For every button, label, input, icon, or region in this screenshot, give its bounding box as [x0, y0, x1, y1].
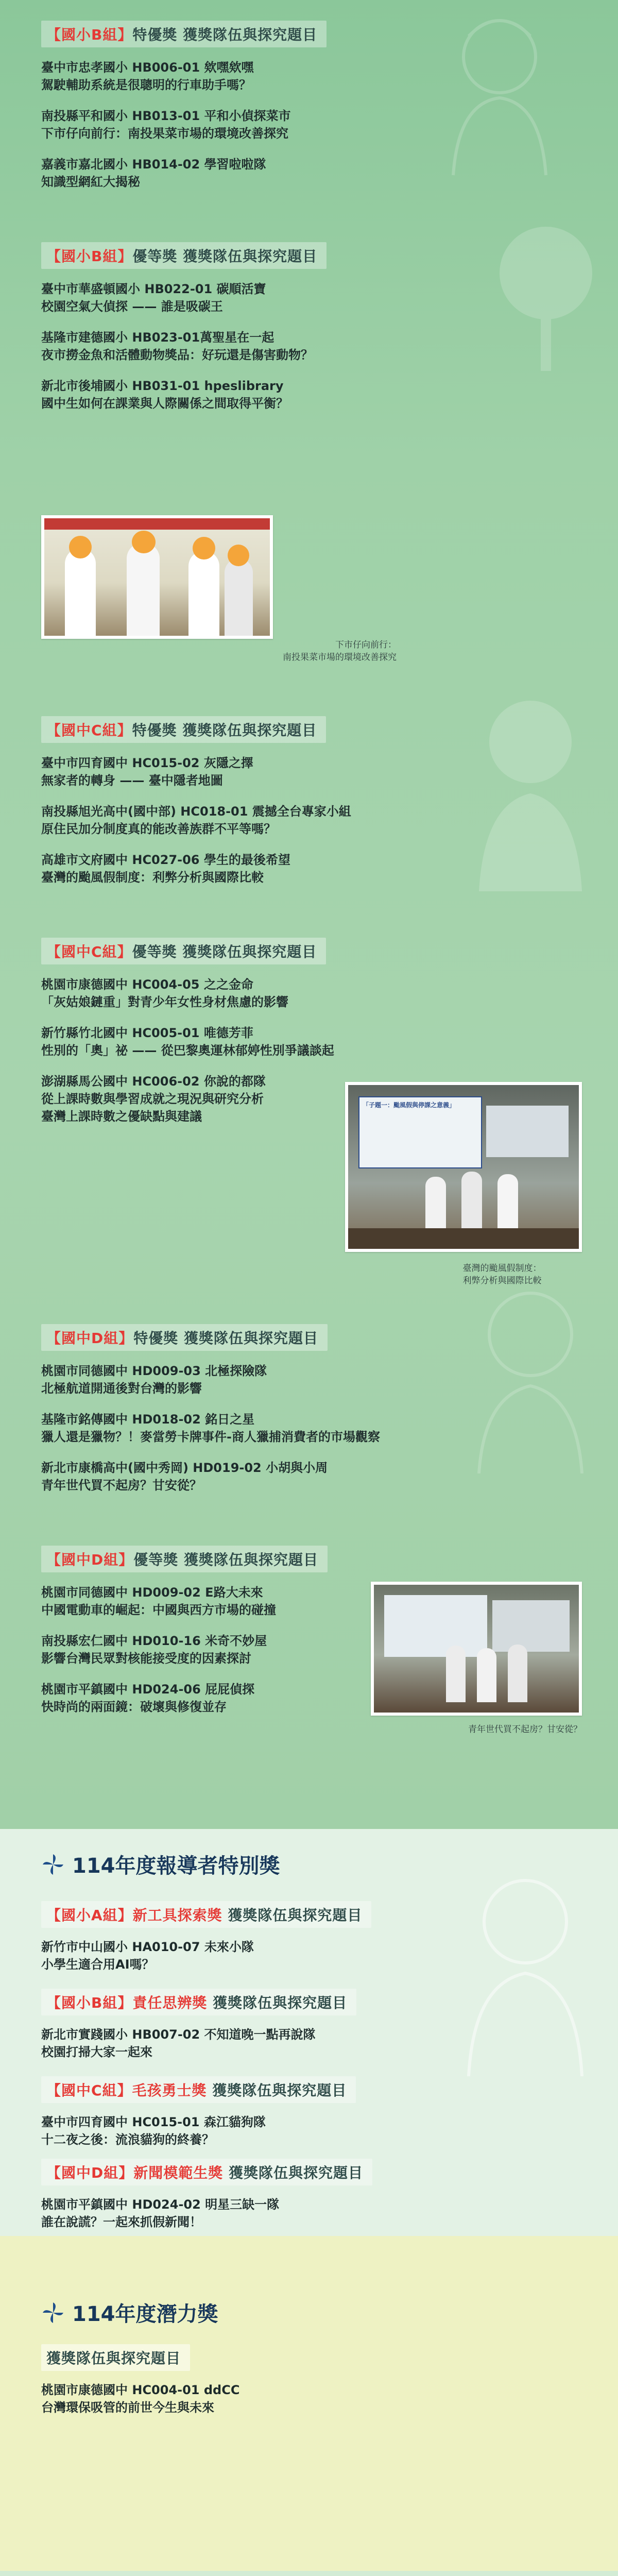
- group-tag: 【國中D組】: [46, 1551, 134, 1568]
- group-title-text: 優等獎 獲獎隊伍與探究題目: [133, 1551, 318, 1568]
- entry-topic: 原住民加分制度真的能改善族群不平等嗎？: [41, 822, 276, 836]
- entry-topic: 校園空氣大偵探 —— 誰是吸碳王: [41, 299, 223, 314]
- list-item: [41, 1073, 330, 1125]
- group-tag: 【國中C組】毛孩勇士獎: [46, 2082, 207, 2099]
- special-group-a: [41, 1901, 577, 1973]
- entry-team: 新北市後埔國小 HB031-01 hpeslibrary: [41, 379, 284, 393]
- pinwheel-icon: [41, 1853, 65, 1876]
- award-photo-2: [345, 1082, 582, 1252]
- group-title-text: 特優獎 獲獎隊伍與探究題目: [132, 722, 317, 739]
- slide-title: 「子題一：颱風假與停課之意義」: [363, 1101, 456, 1109]
- entry-list: [41, 754, 577, 886]
- entry-team: 南投縣宏仁國中 HD010-16 米奇不妙屋: [41, 1634, 267, 1648]
- entry-topic: 國中生如何在課業與人際關係之間取得平衡？: [41, 396, 288, 411]
- entry-topic-cont: 臺灣上課時數之優缺點與建議: [41, 1109, 202, 1124]
- entry-team: 新北市實踐國小 HB007-02 不知道晚一點再說隊: [41, 2027, 316, 2042]
- entry-list: [41, 59, 577, 191]
- group-junior-c-top: [41, 716, 577, 886]
- list-item: [41, 1938, 577, 1973]
- special-group-d: [41, 2159, 577, 2231]
- group-title-text: 特優獎 獲獎隊伍與探究題目: [132, 26, 318, 43]
- list-item: [41, 2196, 577, 2231]
- potential-group: [41, 2344, 577, 2416]
- special-award-heading: [41, 1850, 280, 1879]
- entry-topic: 中國電動車的崛起：中國與西方市場的碰撞: [41, 1603, 276, 1617]
- group-junior-d-top: [41, 1324, 577, 1494]
- entry-list: [41, 280, 577, 412]
- entry-team: 嘉義市嘉北國小 HB014-02 學習啦啦隊: [41, 157, 266, 172]
- award-photo-3: [371, 1582, 582, 1716]
- group-title-text: 優等獎 獲獎隊伍與探究題目: [132, 248, 318, 265]
- entry-team: 新竹縣竹北國中 HC005-01 唯德芳菲: [41, 1026, 253, 1040]
- list-item: [41, 156, 577, 191]
- entry-team: 南投縣平和國小 HB013-01 平和小偵探菜市: [41, 109, 291, 123]
- group-title-text: 獲獎隊伍與探究題目: [207, 2082, 347, 2099]
- entry-topic: 校園打掃大家一起來: [41, 2045, 152, 2059]
- group-title-text: 獲獎隊伍與探究題目: [207, 1994, 348, 2011]
- group-title-text: 優等獎 獲獎隊伍與探究題目: [132, 943, 317, 960]
- special-awards-panel: [0, 1829, 618, 2236]
- potential-award-heading: [41, 2298, 218, 2327]
- list-item: [41, 754, 577, 789]
- entry-team: 桃園市康德國中 HC004-01 ddCC: [41, 2383, 240, 2397]
- entry-topic: 性別的「奧」祕 —— 從巴黎奧運林郁婷性別爭議談起: [41, 1043, 334, 1058]
- list-item: [41, 2381, 577, 2416]
- group-tag: 【國小B組】: [46, 26, 133, 43]
- entry-team: 臺中市華盛頓國小 HB022-01 碳順活寶: [41, 282, 266, 296]
- list-item: [41, 377, 577, 412]
- entry-topic: 無家者的轉身 —— 臺中隱者地圖: [41, 773, 223, 788]
- list-item: [41, 1362, 577, 1397]
- entry-topic: 青年世代買不起房？甘安從？: [41, 1478, 202, 1493]
- entry-team: 基隆市銘傳國中 HD018-02 銘日之星: [41, 1412, 255, 1427]
- group-tag: 【國中D組】: [46, 1330, 134, 1347]
- list-item: [41, 1459, 577, 1494]
- group-title-text: 獲獎隊伍與探究題目: [222, 1907, 363, 1924]
- group-tag: 【國小B組】責任思辨獎: [46, 1994, 208, 2011]
- entry-topic: 影響台灣民眾對核能接受度的因素探討: [41, 1651, 251, 1666]
- entry-team: 新竹市中山國小 HA010-07 未來小隊: [41, 1940, 254, 1954]
- entry-topic: 知識型網紅大揭秘: [41, 175, 140, 189]
- entry-team: 新北市康橋高中(國中秀岡) HD019-02 小胡與小周: [41, 1461, 328, 1475]
- group-title: [41, 242, 327, 269]
- potential-award-panel: [0, 2236, 618, 2571]
- photo-caption: 青年世代買不起房？甘安從？: [468, 1724, 582, 1735]
- entry-topic: 小學生適合用AI嗎？: [41, 1957, 154, 1972]
- group-title: [41, 2076, 356, 2103]
- list-item: [41, 1024, 577, 1059]
- list-item: [41, 803, 577, 838]
- pinwheel-icon: [41, 2301, 65, 2325]
- entry-topic: 夜市撈金魚和活體動物獎品：好玩還是傷害動物？: [41, 348, 313, 362]
- section-title: 114年度潛力獎: [72, 2302, 218, 2326]
- entry-topic: 北極航道開通後對台灣的影響: [41, 1381, 202, 1396]
- list-item: [41, 1411, 577, 1446]
- list-item: [41, 280, 577, 315]
- entry-team: 臺中市四育國中 HC015-01 森江貓狗隊: [41, 2115, 266, 2129]
- special-group-c: [41, 2076, 577, 2148]
- group-tag: 【國中D組】新聞模範生獎: [46, 2164, 224, 2181]
- entry-team: 澎湖縣馬公國中 HC006-02 你說的都隊: [41, 1074, 266, 1089]
- group-title: [41, 1324, 328, 1351]
- entry-topic: 「灰姑娘鏈重」對青少年女性身材焦慮的影響: [41, 995, 288, 1009]
- entry-topic: 駕駛輔助系統是很聰明的行車助手嗎？: [41, 78, 251, 92]
- group-elementary-b-good: [41, 242, 577, 412]
- entry-topic: 快時尚的兩面鏡：破壞與修復並存: [41, 1700, 227, 1714]
- group-title: [41, 938, 326, 964]
- group-title: [41, 2344, 190, 2371]
- entry-team: 南投縣旭光高中(國中部) HC018-01 震撼全台專家小組: [41, 804, 351, 819]
- list-item: [41, 851, 577, 886]
- list-item: [41, 976, 577, 1011]
- group-title: [41, 1901, 371, 1928]
- entry-topic: 獵人還是獵物？！麥當勞卡牌事件-商人獵捕消費者的市場觀察: [41, 1430, 380, 1444]
- group-elementary-b-top: [41, 21, 577, 191]
- entry-team: 臺中市忠孝國小 HB006-01 欸嘿欸嘿: [41, 60, 254, 75]
- group-title: [41, 1989, 356, 2015]
- entry-topic: 從上課時數與學習成就之現況與研究分析: [41, 1092, 264, 1106]
- list-item: [41, 2026, 577, 2061]
- entry-topic: 台灣環保吸管的前世今生與未來: [41, 2400, 214, 2415]
- entry-topic: 臺灣的颱風假制度：利弊分析與國際比較: [41, 870, 264, 885]
- group-title-text: 獲獎隊伍與探究題目: [46, 2350, 181, 2367]
- group-title-text: 特優獎 獲獎隊伍與探究題目: [133, 1330, 318, 1347]
- group-tag: 【國小A組】新工具探索獎: [46, 1907, 222, 1924]
- entry-team: 桃園市康德國中 HC004-05 之之金命: [41, 977, 253, 992]
- entry-team: 臺中市四育國中 HC015-02 灰隱之擇: [41, 756, 253, 770]
- group-tag: 【國中C組】: [46, 943, 132, 960]
- section-title: 114年度報導者特別獎: [72, 1854, 280, 1878]
- photo-caption: 臺灣的颱風假制度： 利弊分析與國際比較: [462, 1263, 542, 1286]
- award-photo-1: [41, 515, 273, 639]
- photo-caption: 下市仔向前行： 南投果菜市場的環境改善探究: [283, 640, 397, 663]
- special-group-b: [41, 1989, 577, 2061]
- group-title: [41, 21, 327, 47]
- group-title: [41, 2159, 372, 2185]
- entry-team: 高雄市文府國中 HC027-06 學生的最後希望: [41, 853, 290, 867]
- group-title-text: 獲獎隊伍與探究題目: [223, 2164, 363, 2181]
- entry-team: 桃園市平鎮國中 HD024-02 明星三缺一隊: [41, 2197, 280, 2212]
- entry-topic: 誰在說謊？一起來抓假新聞！: [41, 2215, 202, 2229]
- entry-team: 桃園市同德國中 HD009-02 E路大未來: [41, 1585, 263, 1600]
- list-item: [41, 107, 577, 142]
- entry-topic: 下市仔向前行：南投果菜市場的環境改善探究: [41, 126, 288, 141]
- entry-team: 桃園市同德國中 HD009-03 北極探險隊: [41, 1364, 267, 1378]
- entry-team: 桃園市平鎮國中 HD024-06 屁屁偵探: [41, 1682, 255, 1697]
- entry-topic: 十二夜之後：流浪貓狗的終養？: [41, 2132, 214, 2147]
- group-tag: 【國小B組】: [46, 248, 133, 265]
- entry-team: 基隆市建德國小 HB023-01萬聖星在一起: [41, 330, 274, 345]
- group-title: [41, 1546, 328, 1572]
- group-title: [41, 716, 326, 743]
- list-item: [41, 59, 577, 94]
- group-tag: 【國中C組】: [46, 722, 132, 739]
- entry-list: [41, 1362, 577, 1494]
- list-item: [41, 2113, 577, 2148]
- honor-roll-panel: [0, 2571, 618, 2576]
- list-item: [41, 329, 577, 364]
